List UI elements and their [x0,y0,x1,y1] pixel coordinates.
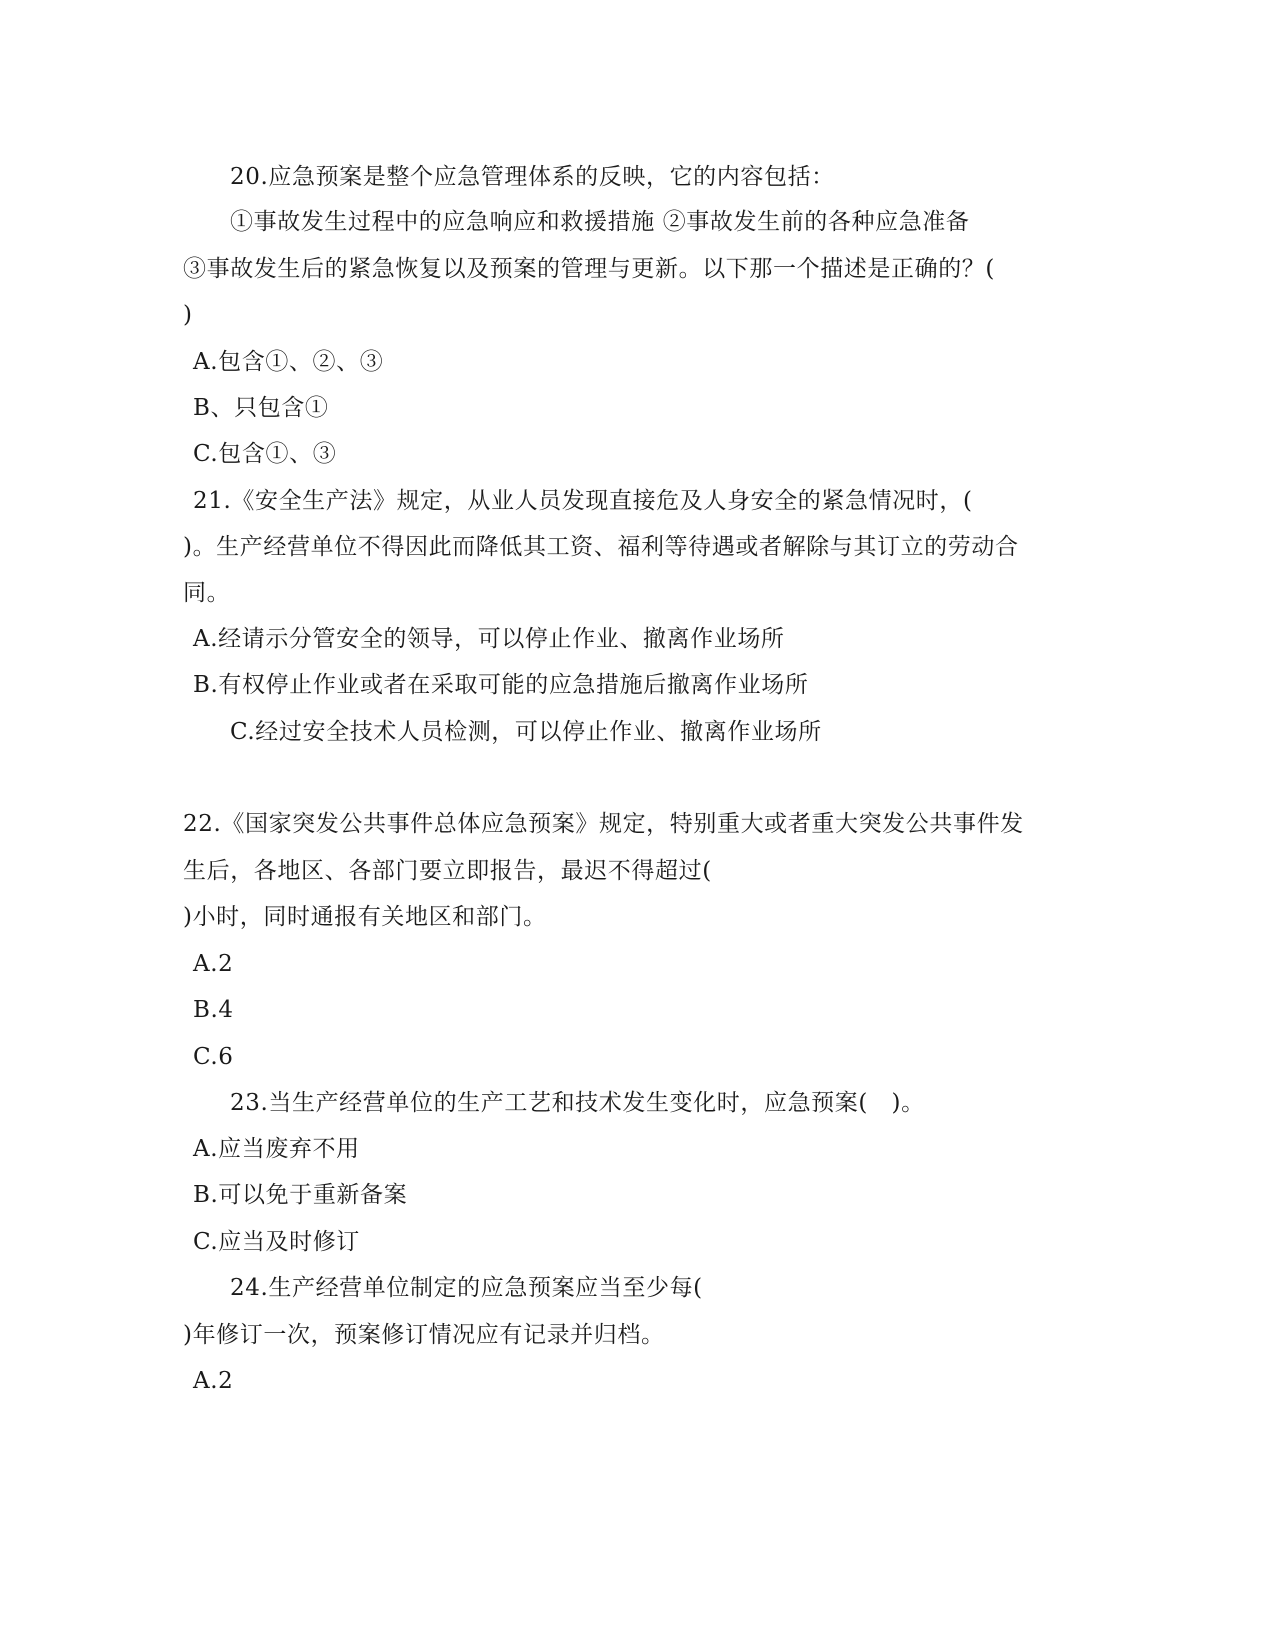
question-20-stem-line1: 20.应急预案是整个应急管理体系的反映，它的内容包括： [230,164,835,190]
question-21-stem-line1: 21.《安全生产法》规定，从业人员发现直接危及人身安全的紧急情况时，( [193,488,973,514]
question-22-stem-line1: 22.《国家突发公共事件总体应急预案》规定，特别重大或者重大突发公共事件发 [183,811,1024,837]
question-21-stem-line2: )。生产经营单位不得因此而降低其工资、福利等待遇或者解除与其订立的劳动合 [183,534,1019,560]
question-20-option-a: A.包含①、②、③ [193,349,384,375]
question-22-stem-line2: 生后，各地区、各部门要立即报告，最迟不得超过( [183,858,712,884]
question-22-option-b: B.4 [193,997,234,1023]
question-23-stem-line1: 23.当生产经营单位的生产工艺和技术发生变化时，应急预案( )。 [230,1090,925,1116]
question-21-option-a: A.经请示分管安全的领导，可以停止作业、撤离作业场所 [193,626,785,652]
question-20-stem-line2: ①事故发生过程中的应急响应和救援措施 ②事故发生前的各种应急准备 [230,209,970,235]
question-22-option-c: C.6 [193,1044,234,1070]
question-24-option-a: A.2 [193,1368,234,1394]
question-21-option-b: B.有权停止作业或者在采取可能的应急措施后撤离作业场所 [193,672,809,698]
question-22-option-a: A.2 [193,951,234,977]
question-24-stem-line1: 24.生产经营单位制定的应急预案应当至少每( [230,1275,703,1301]
question-22-stem-line3: )小时，同时通报有关地区和部门。 [183,904,547,930]
question-21-option-c: C.经过安全技术人员检测，可以停止作业、撤离作业场所 [230,719,822,745]
question-20-option-b: B、只包含① [193,395,329,421]
question-23-option-c: C.应当及时修订 [193,1229,360,1255]
question-20-stem-line4: ) [183,302,193,328]
question-24-stem-line2: )年修订一次，预案修订情况应有记录并归档。 [183,1322,665,1348]
question-20-stem-line3: ③事故发生后的紧急恢复以及预案的管理与更新。以下那一个描述是正确的？( [183,256,995,282]
question-21-stem-line3: 同。 [183,580,231,606]
question-23-option-b: B.可以免于重新备案 [193,1182,408,1208]
question-23-option-a: A.应当废弃不用 [193,1136,360,1162]
question-20-option-c: C.包含①、③ [193,441,337,467]
